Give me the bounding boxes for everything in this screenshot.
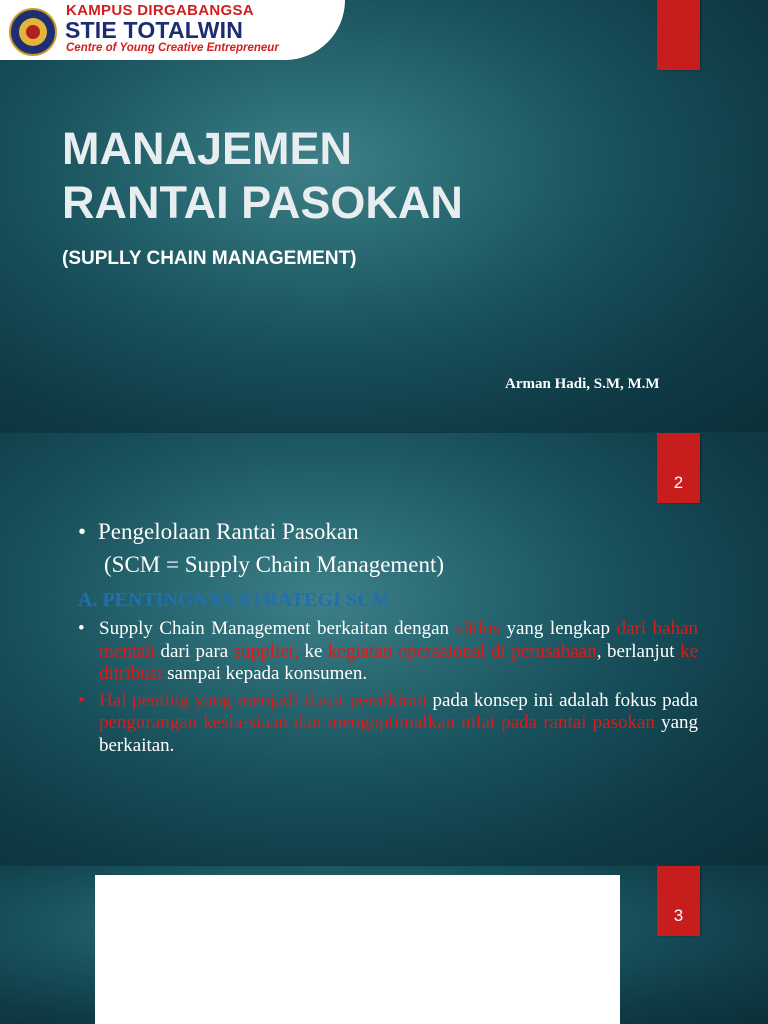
heading-bullet — [78, 515, 638, 581]
slide-title — [62, 122, 463, 230]
highlight-segment: dari bahan mentah — [99, 618, 699, 662]
slide-1 — [0, 0, 768, 432]
slide-2 — [0, 433, 768, 865]
highlight-segment: pengurangan kesia-siaan dan mengoptimalkan nilai pada rantai pasokan — [99, 712, 655, 733]
bullet-dot-icon: • — [78, 519, 87, 544]
institution-logo-banner — [0, 0, 345, 60]
author-name: Arman Hadi, S.M, M.M — [505, 376, 660, 392]
slide-3 — [0, 866, 768, 1024]
highlight-segment: Hal penting yang menjadi dasar pemikiran — [99, 689, 427, 711]
page-number-tab — [657, 866, 700, 936]
text-segment: dari para — [154, 640, 234, 662]
logo-tagline: Centre of Young Creative Entrepreneur — [66, 42, 279, 54]
highlight-segment: siklus — [455, 618, 500, 639]
title-line-2: RANTAI PASOKAN — [62, 177, 463, 228]
slide-subtitle: (SUPLLY CHAIN MANAGEMENT) — [62, 248, 357, 269]
text-segment: ke — [298, 640, 328, 662]
highlight-segment: ke ditribusi — [99, 640, 699, 684]
page-tab — [657, 0, 700, 70]
text-segment: Supply Chain Management berkaitan dengan — [99, 618, 456, 639]
text-segment: sampai kepada konsumen. — [162, 663, 368, 684]
bullet-list — [78, 618, 698, 761]
logo-campus-name: KAMPUS DIRGABANGSA — [66, 2, 254, 19]
heading-line-2: (SCM = Supply Chain Management) — [104, 552, 445, 577]
heading-line-1: Pengelolaan Rantai Pasokan — [98, 519, 359, 544]
text-segment: pada konsep ini adalah fokus pada — [426, 689, 698, 711]
text-segment: yang berkaitan. — [99, 712, 698, 756]
bullet-item-2 — [78, 690, 698, 758]
title-line-1: MANAJEMEN — [62, 123, 353, 174]
highlight-segment: kegiatan operasional di perusahaan — [327, 640, 597, 662]
text-segment: yang lengkap — [499, 618, 617, 639]
page-number: 3 — [673, 906, 684, 925]
bullet-item-1 — [78, 618, 698, 686]
text-segment: , berlanjut — [596, 640, 681, 662]
content-image-placeholder — [95, 875, 620, 1024]
highlight-segment: supplier, — [233, 640, 299, 662]
logo-school-name: STIE TOTALWIN — [65, 17, 244, 43]
page-number-tab — [657, 433, 700, 503]
institution-emblem-icon — [9, 8, 57, 56]
section-title: A. PENTINGNYA STRATEGI SCM — [78, 589, 391, 611]
page-number: 2 — [673, 473, 684, 492]
